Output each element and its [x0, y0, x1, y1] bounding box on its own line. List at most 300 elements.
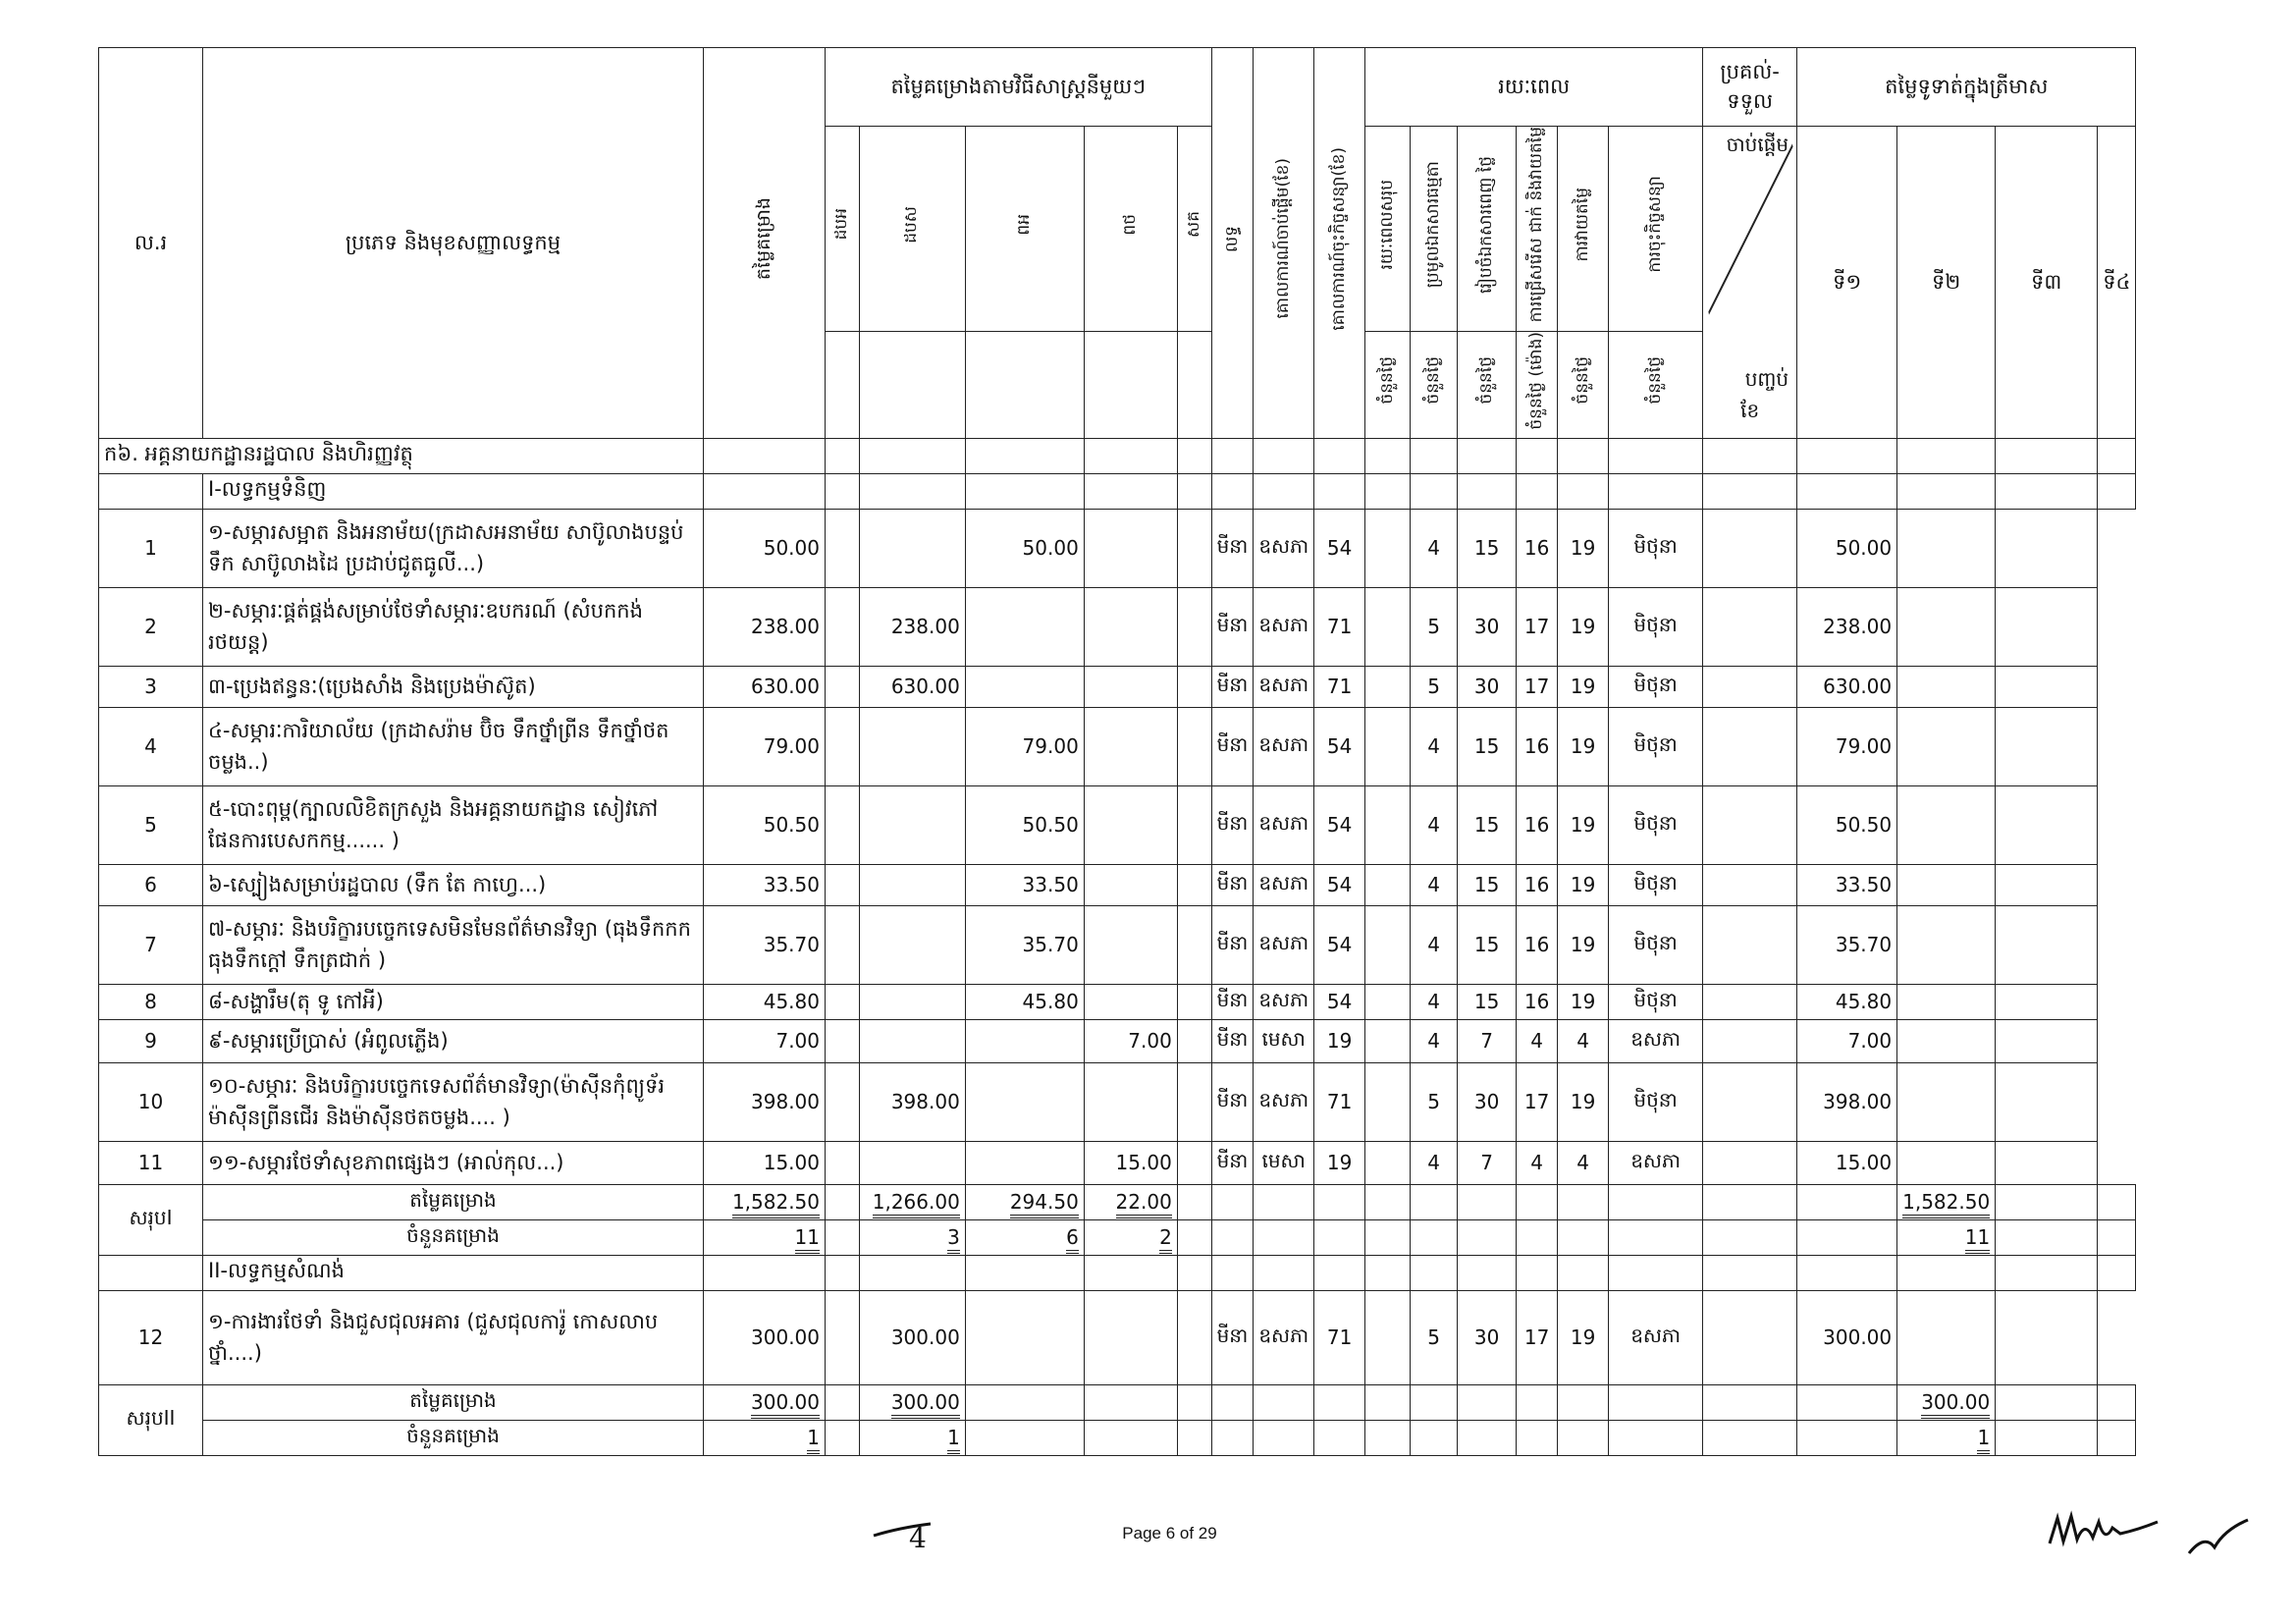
row-duration-4: 30: [1458, 666, 1517, 707]
table-cell: [1558, 1255, 1609, 1290]
table-cell: [1996, 473, 2098, 509]
header-method-pt: ពថ: [1084, 127, 1177, 332]
table-cell: [1703, 1184, 1797, 1219]
table-cell: [1517, 1219, 1558, 1255]
row-quarter-3: [1897, 1062, 1996, 1141]
table-row: [99, 587, 2136, 666]
row-description: ៤-សម្ភារៈការិយាល័យ (ក្រដាសរ៉ាម ប៊ិច ទឹកថ្នាំព្រីន ទឹកថ្នាំថតចម្លង..): [203, 707, 704, 785]
table-cell: [1458, 1219, 1517, 1255]
row-receipt-month: ឧសភា: [1609, 1019, 1703, 1062]
row-duration-5: 4: [1517, 1141, 1558, 1184]
row-method-sg: [1084, 1062, 1177, 1141]
row-number: 6: [99, 864, 203, 905]
table-cell: [1411, 1384, 1458, 1420]
row-duration-3: 4: [1411, 1019, 1458, 1062]
header-type-desc: ប្រភេទ និងមុខសញ្ញាលទ្ធកម្ម: [203, 48, 704, 439]
header-time-contract: គោលការណ៍ចុះកិច្ចសន្យា(ខែ): [1314, 48, 1365, 439]
row-quarter-3: [1897, 666, 1996, 707]
row-description: ៩-សម្ភារប្រើប្រាស់ (អំពូលភ្លើង): [203, 1019, 704, 1062]
table-cell: [2098, 1384, 2136, 1420]
header-time-start: គោលការណ៍ចាប់ផ្ដើម(ខែ): [1254, 48, 1314, 439]
table-cell: [1411, 473, 1458, 509]
summary-1-count-sg: [1084, 1219, 1177, 1255]
header-receipt-end: បញ្ចប់: [1744, 366, 1789, 391]
table-row: [99, 864, 2136, 905]
summary-1-count-row: [99, 1219, 2136, 1255]
row-method-pa: [965, 1290, 1084, 1384]
header-empty: [1084, 331, 1177, 438]
row-quarter-1: [1703, 707, 1797, 785]
row-duration-2: [1365, 1062, 1411, 1141]
row-duration-6: 19: [1558, 984, 1609, 1019]
table-row: [99, 666, 2136, 707]
table-cell: [965, 1255, 1084, 1290]
table-cell: [1797, 1184, 1897, 1219]
row-duration-6: 4: [1558, 1141, 1609, 1184]
row-duration-5: 17: [1517, 1062, 1558, 1141]
signature-right: [2042, 1500, 2258, 1559]
table-cell: [1996, 1384, 2098, 1420]
row-receipt-month: មិថុនា: [1609, 509, 1703, 587]
header-quarter-2: ទី២: [1897, 127, 1996, 439]
row-duration-3: 4: [1411, 864, 1458, 905]
row-method-sg: [1084, 587, 1177, 666]
table-cell: [1996, 1420, 2098, 1455]
summary-2-count-sg: [1084, 1420, 1177, 1455]
row-quarter-3: [1897, 509, 1996, 587]
row-start-month: មីនា: [1211, 1141, 1254, 1184]
table-cell: [1177, 473, 1211, 509]
row-duration-total: 71: [1314, 1062, 1365, 1141]
row-method-pa: 45.80: [965, 984, 1084, 1019]
row-quarter-4: [1996, 984, 2098, 1019]
department-title: ក៦. អគ្គនាយកដ្ឋានរដ្ឋបាល និងហិរញ្ញវត្ថុ: [99, 438, 704, 473]
table-cell: [1458, 1420, 1517, 1455]
table-cell: [1254, 1255, 1314, 1290]
row-quarter-3: [1897, 905, 1996, 984]
row-ltr: [1177, 905, 1211, 984]
initial-left-text: 4: [909, 1522, 927, 1554]
table-cell: [1703, 1420, 1797, 1455]
table-cell: [1609, 1384, 1703, 1420]
table-cell: [1254, 1384, 1314, 1420]
row-duration-3: 5: [1411, 587, 1458, 666]
row-description: ២-សម្ភារៈផ្គត់ផ្គង់សម្រាប់ថែទាំសម្ភារៈឧបករណ៍ (សំបកកង់រថយន្ត): [203, 587, 704, 666]
row-method-sg: [1084, 707, 1177, 785]
summary-2-count-label: ចំនួនគម្រោង: [203, 1420, 704, 1455]
table-row: [99, 1062, 2136, 1141]
row-method-dbor: [826, 707, 860, 785]
table-cell: [1558, 1219, 1609, 1255]
row-duration-4: 15: [1458, 707, 1517, 785]
row-quarter-1: [1703, 1290, 1797, 1384]
row-method-dbs: [859, 509, 965, 587]
row-receipt-month: មិថុនា: [1609, 905, 1703, 984]
header-receipt-start: ចាប់ផ្ដើម: [1726, 133, 1789, 156]
table-row: [99, 984, 2136, 1019]
row-description: ៣-ប្រេងឥន្ធនៈ(ប្រេងសាំង និងប្រេងម៉ាស៊ូត): [203, 666, 704, 707]
row-number: 2: [99, 587, 203, 666]
table-cell: [826, 1255, 860, 1290]
row-method-sg: [1084, 864, 1177, 905]
table-cell: [99, 473, 203, 509]
header-unit-days: ចំនួនថ្ងៃ: [1609, 331, 1703, 438]
row-duration-3: 4: [1411, 785, 1458, 864]
page-footer: [0, 1524, 2296, 1543]
row-ltr: [1177, 587, 1211, 666]
summary-1-count: [704, 1219, 826, 1255]
table-cell: [1411, 1184, 1458, 1219]
table-cell: [1314, 1219, 1365, 1255]
row-duration-5: 17: [1517, 1290, 1558, 1384]
row-method-sg: [1084, 509, 1177, 587]
row-number: 5: [99, 785, 203, 864]
header-unit-days: ចំនួនថ្ងៃ: [1458, 331, 1517, 438]
row-start-month: មីនា: [1211, 864, 1254, 905]
row-duration-6: 4: [1558, 1019, 1609, 1062]
page-number: Page 6 of 29: [1122, 1524, 1217, 1542]
header-ltr: លទ្ធ: [1211, 48, 1254, 439]
table-cell: [1609, 1255, 1703, 1290]
summary-1-label: សរុបI: [99, 1184, 203, 1255]
row-quarter-4: [1996, 707, 2098, 785]
row-method-dbs: 630.00: [859, 666, 965, 707]
row-start-month: មីនា: [1211, 785, 1254, 864]
header-receipt-start-end: [1703, 127, 1797, 439]
row-quarter-4: [1996, 1062, 2098, 1141]
row-ltr: [1177, 984, 1211, 1019]
row-quarter-2: 33.50: [1797, 864, 1897, 905]
row-start-month: មីនា: [1211, 587, 1254, 666]
header-duration-4: ការជ្រើសរើស ជាក់ និងវាយតម្លៃ: [1517, 127, 1558, 332]
row-quarter-2: 238.00: [1797, 587, 1897, 666]
row-duration-4: 15: [1458, 864, 1517, 905]
row-estimated-cost: 630.00: [704, 666, 826, 707]
table-cell: [1897, 473, 1996, 509]
row-quarter-1: [1703, 1141, 1797, 1184]
table-cell: [1703, 473, 1797, 509]
row-estimated-cost: 300.00: [704, 1290, 826, 1384]
row-duration-total: 54: [1314, 707, 1365, 785]
row-duration-6: 19: [1558, 785, 1609, 864]
row-duration-2: [1365, 666, 1411, 707]
header-method-sg: សគ: [1177, 127, 1211, 332]
row-quarter-4: [1996, 1019, 2098, 1062]
row-duration-5: 16: [1517, 707, 1558, 785]
summary-1-count-label: ចំនួនគម្រោង: [203, 1219, 704, 1255]
summary-2-cost: [704, 1384, 826, 1420]
table-cell: [1458, 1184, 1517, 1219]
header-duration-6: ការចុះកិច្ចសន្យា: [1609, 127, 1703, 332]
row-duration-2: [1365, 1019, 1411, 1062]
summary-2-dbs: [859, 1384, 965, 1420]
summary-1-cost: [704, 1184, 826, 1219]
row-method-pa: [965, 1062, 1084, 1141]
row-duration-5: 16: [1517, 785, 1558, 864]
table-cell: [1558, 1184, 1609, 1219]
row-quarter-2: 50.00: [1797, 509, 1897, 587]
table-cell: [1797, 473, 1897, 509]
section1-title: [99, 473, 2136, 509]
header-duration-group: រយៈពេល: [1365, 48, 1703, 127]
table-cell: [1609, 1420, 1703, 1455]
row-contract-month: ឧសភា: [1254, 707, 1314, 785]
header-method-pa-label: ពអ: [965, 127, 1084, 332]
table-cell: [2098, 1255, 2136, 1290]
table-cell: [1314, 1384, 1365, 1420]
row-description: ៦-ស្បៀងសម្រាប់រដ្ឋបាល (ទឹក តែ កាហ្វេ...): [203, 864, 704, 905]
header-quarter-1: ទី១: [1797, 127, 1897, 439]
row-start-month: មីនា: [1211, 1290, 1254, 1384]
row-number: 8: [99, 984, 203, 1019]
table-cell: [1314, 1255, 1365, 1290]
row-duration-5: 17: [1517, 587, 1558, 666]
row-receipt-month: មិថុនា: [1609, 666, 1703, 707]
table-cell: [1558, 1420, 1609, 1455]
row-quarter-3: [1897, 1290, 1996, 1384]
table-cell: [1365, 1384, 1411, 1420]
row-quarter-4: [1996, 666, 2098, 707]
table-cell: [859, 1255, 965, 1290]
table-cell: [1211, 1384, 1254, 1420]
row-duration-4: 15: [1458, 905, 1517, 984]
table-cell: [1177, 1219, 1211, 1255]
header-empty: [859, 331, 965, 438]
row-duration-total: 54: [1314, 984, 1365, 1019]
row-ltr: [1177, 1019, 1211, 1062]
summary-2-label: សរុបII: [99, 1384, 203, 1455]
row-ltr: [1177, 509, 1211, 587]
table-cell: [1609, 1219, 1703, 1255]
row-duration-2: [1365, 984, 1411, 1019]
row-duration-6: 19: [1558, 509, 1609, 587]
summary-2-count-dbs-value: 1: [947, 1426, 960, 1454]
row-quarter-1: [1703, 1062, 1797, 1141]
summary-1-cost-label: តម្លៃគម្រោង: [203, 1184, 704, 1219]
row-number: 12: [99, 1290, 203, 1384]
header-empty: [965, 331, 1084, 438]
summary-2-dbs-value: 300.00: [891, 1390, 960, 1419]
table-cell: [826, 473, 860, 509]
row-duration-total: 54: [1314, 905, 1365, 984]
row-method-dbor: [826, 587, 860, 666]
row-start-month: មីនា: [1211, 905, 1254, 984]
row-number: 3: [99, 666, 203, 707]
row-estimated-cost: 50.00: [704, 509, 826, 587]
row-duration-5: 16: [1517, 509, 1558, 587]
row-method-pa: 33.50: [965, 864, 1084, 905]
row-duration-total: 71: [1314, 587, 1365, 666]
row-duration-4: 30: [1458, 1062, 1517, 1141]
summary-1-count-pa: [965, 1219, 1084, 1255]
table-cell: [859, 473, 965, 509]
summary-2-cost-row: [99, 1384, 2136, 1420]
row-description: ១-ការងារថែទាំ និងជួសជុលអគារ (ជួសជុលការ៉ូ កោសលាបថ្នាំ....): [203, 1290, 704, 1384]
row-quarter-1: [1703, 905, 1797, 984]
row-number: 1: [99, 509, 203, 587]
row-method-pa: [965, 1019, 1084, 1062]
row-receipt-month: មិថុនា: [1609, 707, 1703, 785]
row-ltr: [1177, 1062, 1211, 1141]
header-estimated-cost: តម្លៃគម្រោង: [704, 48, 826, 439]
section1-title-label: I-លទ្ធកម្មទំនិញ: [203, 473, 704, 509]
row-method-dbs: [859, 1019, 965, 1062]
row-contract-month: ឧសភា: [1254, 1290, 1314, 1384]
header-unit-days: ចំនួនថ្ងៃ: [1365, 331, 1411, 438]
row-number: 9: [99, 1019, 203, 1062]
table-cell: [704, 1255, 826, 1290]
row-method-pa: 50.50: [965, 785, 1084, 864]
row-method-dbs: [859, 1141, 965, 1184]
header-unit-days-hours: ចំនួនថ្ងៃ (ម៉ោង): [1517, 331, 1558, 438]
summary-1-cost-row: [99, 1184, 2136, 1219]
row-duration-2: [1365, 1141, 1411, 1184]
row-start-month: មីនា: [1211, 509, 1254, 587]
row-ltr: [1177, 666, 1211, 707]
table-cell: [1211, 1219, 1254, 1255]
row-method-dbor: [826, 1290, 860, 1384]
row-estimated-cost: 79.00: [704, 707, 826, 785]
row-duration-4: 7: [1458, 1141, 1517, 1184]
row-duration-2: [1365, 1290, 1411, 1384]
summary-1-pa: [965, 1184, 1084, 1219]
header-receipt-group: ប្រគល់-ទទួល: [1703, 48, 1797, 127]
summary-1-count-q2: [1897, 1219, 1996, 1255]
row-ltr: [1177, 1141, 1211, 1184]
row-contract-month: ឧសភា: [1254, 587, 1314, 666]
row-quarter-1: [1703, 785, 1797, 864]
table-cell: [826, 1420, 860, 1455]
row-duration-2: [1365, 864, 1411, 905]
row-duration-3: 4: [1411, 905, 1458, 984]
row-duration-total: 71: [1314, 666, 1365, 707]
table-cell: [1996, 1255, 2098, 1290]
summary-1-count-value: 11: [795, 1225, 820, 1254]
summary-2-count-pa: [965, 1420, 1084, 1455]
row-receipt-month: មិថុនា: [1609, 785, 1703, 864]
row-quarter-2: 35.70: [1797, 905, 1897, 984]
table-cell: [2098, 1219, 2136, 1255]
table-cell: [1996, 1219, 2098, 1255]
row-method-dbs: [859, 785, 965, 864]
row-method-dbor: [826, 509, 860, 587]
table-cell: [826, 1384, 860, 1420]
table-cell: [1365, 473, 1411, 509]
row-duration-total: 19: [1314, 1019, 1365, 1062]
row-quarter-3: [1897, 785, 1996, 864]
row-duration-2: [1365, 587, 1411, 666]
row-ltr: [1177, 707, 1211, 785]
table-row: [99, 1141, 2136, 1184]
row-method-dbs: [859, 864, 965, 905]
row-duration-total: 71: [1314, 1290, 1365, 1384]
row-quarter-1: [1703, 509, 1797, 587]
row-receipt-month: មិថុនា: [1609, 864, 1703, 905]
table-cell: [1558, 473, 1609, 509]
table-cell: [2098, 1420, 2136, 1455]
summary-2-count-q2-value: 1: [1977, 1426, 1990, 1454]
row-quarter-2: 630.00: [1797, 666, 1897, 707]
row-method-dbs: 398.00: [859, 1062, 965, 1141]
row-estimated-cost: 398.00: [704, 1062, 826, 1141]
table-cell: [1254, 473, 1314, 509]
row-number: 4: [99, 707, 203, 785]
table-cell: [1458, 1255, 1517, 1290]
row-start-month: មីនា: [1211, 707, 1254, 785]
row-contract-month: ឧសភា: [1254, 984, 1314, 1019]
summary-2-count-row: [99, 1420, 2136, 1455]
row-duration-3: 4: [1411, 1141, 1458, 1184]
row-method-pa: 79.00: [965, 707, 1084, 785]
table-row: [99, 509, 2136, 587]
table-cell: [1411, 1219, 1458, 1255]
row-method-sg: [1084, 984, 1177, 1019]
row-method-sg: [1084, 1290, 1177, 1384]
header-unit-days: ចំនួនថ្ងៃ: [1558, 331, 1609, 438]
header-duration-2: ប្រមូលឯកសារធម្មតា: [1411, 127, 1458, 332]
row-duration-3: 4: [1411, 984, 1458, 1019]
header-no: ល.រ: [99, 48, 203, 439]
summary-2-count-q2: [1897, 1420, 1996, 1455]
row-duration-3: 4: [1411, 707, 1458, 785]
header-empty: [826, 331, 860, 438]
table-cell: [1177, 1420, 1211, 1455]
row-duration-6: 19: [1558, 587, 1609, 666]
summary-1-sg: [1084, 1184, 1177, 1219]
table-cell: [1458, 473, 1517, 509]
header-quarter-4: ទី៤: [2098, 127, 2136, 439]
row-receipt-month: មិថុនា: [1609, 984, 1703, 1019]
table-cell: [1797, 1420, 1897, 1455]
procurement-table: [98, 47, 2136, 1456]
row-quarter-2: 45.80: [1797, 984, 1897, 1019]
summary-1-count-dbs: [859, 1219, 965, 1255]
summary-1-q2: [1897, 1184, 1996, 1219]
table-cell: [1177, 1255, 1211, 1290]
row-quarter-3: [1897, 707, 1996, 785]
header-quarter-group: តម្លៃទូទាត់ក្នុងត្រីមាស: [1797, 48, 2136, 127]
summary-2-count-value: 1: [807, 1426, 820, 1454]
row-estimated-cost: 35.70: [704, 905, 826, 984]
table-cell: [704, 473, 826, 509]
table-cell: [1254, 1184, 1314, 1219]
row-quarter-1: [1703, 1019, 1797, 1062]
header-receipt-unit: ខែ: [1740, 398, 1760, 422]
row-contract-month: ឧសភា: [1254, 785, 1314, 864]
row-description: ១-សម្ភារសម្អាត និងអនាម័យ(ក្រដាសអនាម័យ សាប៊ូលាងបន្ទប់ទឹក សាប៊ូលាងដៃ ប្រដាប់ជូតធូលី...): [203, 509, 704, 587]
summary-1-count-sg-value: 2: [1159, 1225, 1172, 1254]
row-description: ១១-សម្ភារថែទាំសុខភាពផ្សេងៗ (អាល់កុល...): [203, 1141, 704, 1184]
row-method-pa: [965, 1141, 1084, 1184]
row-method-sg: [1084, 905, 1177, 984]
row-quarter-4: [1996, 1290, 2098, 1384]
row-duration-6: 19: [1558, 666, 1609, 707]
row-ltr: [1177, 1290, 1211, 1384]
table-cell: [1517, 1255, 1558, 1290]
row-method-sg: [1084, 785, 1177, 864]
row-method-dbs: [859, 905, 965, 984]
row-contract-month: មេសា: [1254, 1141, 1314, 1184]
row-estimated-cost: 45.80: [704, 984, 826, 1019]
summary-1-cost-value: 1,582.50: [732, 1190, 820, 1218]
row-estimated-cost: 33.50: [704, 864, 826, 905]
table-cell: [2098, 1184, 2136, 1219]
row-method-dbor: [826, 1019, 860, 1062]
row-description: ១០-សម្ភារៈ និងបរិក្ខារបច្ចេកទេសព័ត៌មានវិទ្យា(ម៉ាស៊ីនកុំព្យូទ័រ ម៉ាស៊ីនព្រីនជើរ និងម៉ាស៊ីនថតចម្លង.... ): [203, 1062, 704, 1141]
summary-2-pa: [965, 1384, 1084, 1420]
header-duration-total: រយៈពេលសរុប: [1365, 127, 1411, 332]
table-cell: [1996, 1184, 2098, 1219]
